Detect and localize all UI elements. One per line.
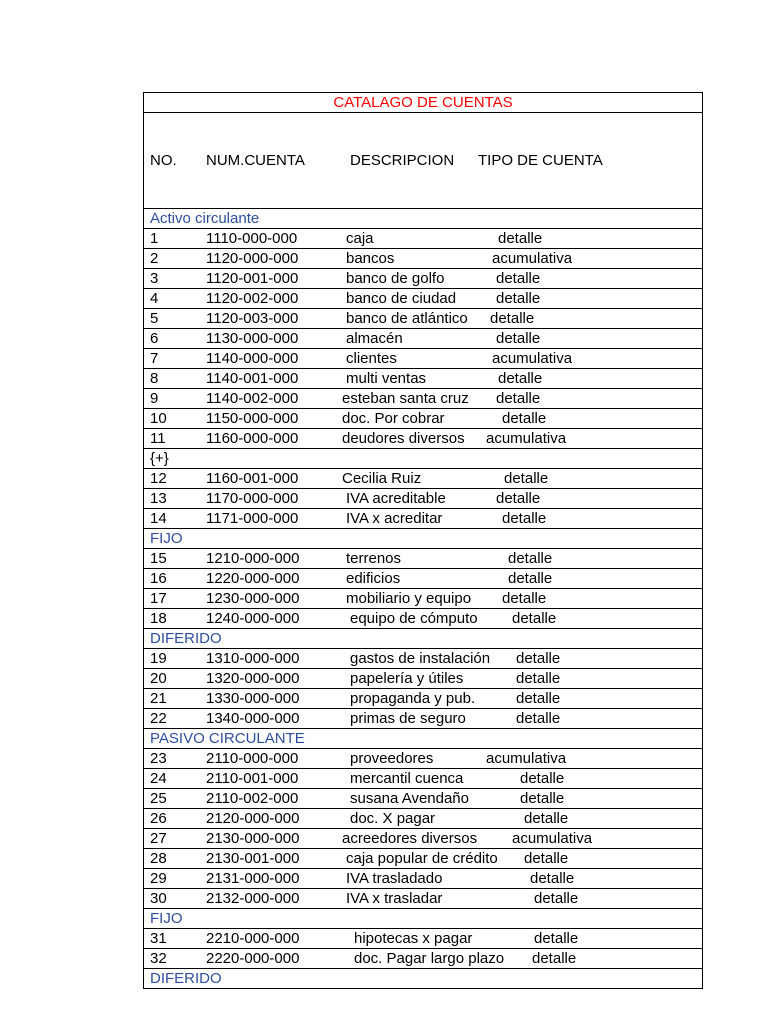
account-code: 1120-001-000 xyxy=(206,270,299,287)
account-type: acumulativa xyxy=(486,750,567,767)
account-row xyxy=(144,869,703,889)
account-code: 1160-000-000 xyxy=(206,430,299,447)
account-cell xyxy=(144,249,703,269)
account-cell xyxy=(144,669,703,689)
account-code: 2130-001-000 xyxy=(206,850,300,867)
account-description: banco de golfo xyxy=(346,270,445,287)
account-cell xyxy=(144,749,703,769)
account-number: 21 xyxy=(150,690,167,707)
account-row xyxy=(144,889,703,909)
account-cell xyxy=(144,349,703,369)
account-code: 1230-000-000 xyxy=(206,590,300,607)
account-number: 30 xyxy=(150,890,167,907)
account-number: 29 xyxy=(150,870,167,887)
account-description: banco de ciudad xyxy=(346,290,457,307)
account-code: 2110-001-000 xyxy=(206,770,299,787)
account-number: 2 xyxy=(150,250,159,267)
section-row xyxy=(144,969,703,989)
account-type: detalle xyxy=(524,850,569,867)
header-tipo-cuenta: TIPO DE CUENTA xyxy=(478,152,603,169)
account-row xyxy=(144,389,703,409)
account-number: 3 xyxy=(150,270,159,287)
account-type: detalle xyxy=(532,950,577,967)
account-description: IVA x acreditar xyxy=(346,510,443,527)
title-row xyxy=(144,93,703,113)
account-cell xyxy=(144,929,703,949)
account-row xyxy=(144,929,703,949)
account-type: detalle xyxy=(508,570,553,587)
account-cell xyxy=(144,509,703,529)
section-label: PASIVO CIRCULANTE xyxy=(144,729,703,749)
account-code: 2220-000-000 xyxy=(206,950,300,967)
section-row xyxy=(144,909,703,929)
account-number: 6 xyxy=(150,330,159,347)
account-type: detalle xyxy=(534,930,579,947)
account-description: papelería y útiles xyxy=(350,670,464,687)
section-row xyxy=(144,529,703,549)
account-number: 18 xyxy=(150,610,167,627)
account-row xyxy=(144,569,703,589)
account-number: 17 xyxy=(150,590,167,607)
account-description: IVA trasladado xyxy=(346,870,443,887)
account-description: susana Avendaño xyxy=(350,790,469,807)
account-description: mobiliario y equipo xyxy=(346,590,472,607)
account-description: doc. Por cobrar xyxy=(342,410,445,427)
account-row xyxy=(144,949,703,969)
section-row xyxy=(144,209,703,229)
account-type: acumulativa xyxy=(492,350,573,367)
account-row xyxy=(144,489,703,509)
account-cell xyxy=(144,429,703,449)
account-code: 1220-000-000 xyxy=(206,570,300,587)
section-label: Activo circulante xyxy=(144,209,703,229)
account-number: 13 xyxy=(150,490,167,507)
account-type: detalle xyxy=(496,270,541,287)
account-row xyxy=(144,609,703,629)
account-number: 12 xyxy=(150,470,167,487)
account-cell xyxy=(144,829,703,849)
account-row xyxy=(144,689,703,709)
account-number: 22 xyxy=(150,710,167,727)
account-cell xyxy=(144,369,703,389)
account-number: 5 xyxy=(150,310,159,327)
account-row xyxy=(144,429,703,449)
account-number: 19 xyxy=(150,650,167,667)
account-cell xyxy=(144,229,703,249)
account-number: 11 xyxy=(150,430,166,447)
account-description: IVA x trasladar xyxy=(346,890,443,907)
account-cell xyxy=(144,609,703,629)
account-row xyxy=(144,649,703,669)
account-description: doc. X pagar xyxy=(350,810,436,827)
account-description: banco de atlántico xyxy=(346,310,468,327)
account-number: 27 xyxy=(150,830,167,847)
account-cell xyxy=(144,889,703,909)
account-type: detalle xyxy=(498,370,543,387)
account-cell xyxy=(144,409,703,429)
account-number: 25 xyxy=(150,790,167,807)
account-cell xyxy=(144,709,703,729)
account-catalog-table xyxy=(143,92,703,989)
account-cell xyxy=(144,269,703,289)
account-type: acumulativa xyxy=(486,430,567,447)
account-code: 1160-001-000 xyxy=(206,470,299,487)
account-cell xyxy=(144,789,703,809)
account-number: 26 xyxy=(150,810,167,827)
account-code: 1120-000-000 xyxy=(206,250,299,267)
account-cell xyxy=(144,469,703,489)
account-row xyxy=(144,409,703,429)
account-cell xyxy=(144,569,703,589)
account-number: 9 xyxy=(150,390,159,407)
account-code: 1210-000-000 xyxy=(206,550,300,567)
account-number: 15 xyxy=(150,550,167,567)
account-row xyxy=(144,229,703,249)
account-cell xyxy=(144,809,703,829)
section-row xyxy=(144,729,703,749)
account-type: detalle xyxy=(524,810,569,827)
account-type: acumulativa xyxy=(512,830,593,847)
account-number: 14 xyxy=(150,510,167,527)
account-cell xyxy=(144,949,703,969)
account-code: 1140-000-000 xyxy=(206,350,299,367)
section-label: FIJO xyxy=(144,909,703,929)
account-number: 1 xyxy=(150,230,159,247)
account-type: detalle xyxy=(520,770,565,787)
account-cell xyxy=(144,589,703,609)
account-code: 1140-002-000 xyxy=(206,390,299,407)
account-description: IVA acreditable xyxy=(346,490,446,507)
account-description: esteban santa cruz xyxy=(342,390,469,407)
account-number: 7 xyxy=(150,350,159,367)
note-row xyxy=(144,449,703,469)
account-code: 1150-000-000 xyxy=(206,410,299,427)
account-cell xyxy=(144,849,703,869)
header-num-cuenta: NUM.CUENTA xyxy=(206,152,305,169)
account-type: detalle xyxy=(516,650,561,667)
account-description: caja popular de crédito xyxy=(346,850,498,867)
account-code: 1330-000-000 xyxy=(206,690,300,707)
account-code: 1240-000-000 xyxy=(206,610,300,627)
account-code: 1340-000-000 xyxy=(206,710,300,727)
account-description: mercantil cuenca xyxy=(350,770,464,787)
account-description: almacén xyxy=(346,330,403,347)
account-cell xyxy=(144,289,703,309)
account-type: detalle xyxy=(502,510,547,527)
account-code: 1120-003-000 xyxy=(206,310,299,327)
account-row xyxy=(144,329,703,349)
account-type: detalle xyxy=(496,490,541,507)
account-description: equipo de cómputo xyxy=(350,610,478,627)
account-number: 31 xyxy=(150,930,167,947)
account-row xyxy=(144,589,703,609)
account-row xyxy=(144,669,703,689)
account-type: detalle xyxy=(502,590,547,607)
account-row xyxy=(144,469,703,489)
account-number: 4 xyxy=(150,290,159,307)
account-code: 2131-000-000 xyxy=(206,870,300,887)
account-code: 1171-000-000 xyxy=(206,510,299,527)
account-type: detalle xyxy=(502,410,547,427)
account-description: propaganda y pub. xyxy=(350,690,476,707)
account-row xyxy=(144,809,703,829)
account-row xyxy=(144,289,703,309)
account-description: proveedores xyxy=(350,750,434,767)
account-type: detalle xyxy=(516,670,561,687)
account-description: terrenos xyxy=(346,550,402,567)
account-description: doc. Pagar largo plazo xyxy=(354,950,505,967)
account-cell xyxy=(144,869,703,889)
account-code: 2210-000-000 xyxy=(206,930,300,947)
account-row xyxy=(144,509,703,529)
account-code: 1110-000-000 xyxy=(206,230,298,247)
account-cell xyxy=(144,309,703,329)
account-cell xyxy=(144,769,703,789)
account-type: detalle xyxy=(496,390,541,407)
account-row xyxy=(144,789,703,809)
section-label: FIJO xyxy=(144,529,703,549)
account-type: detalle xyxy=(516,690,561,707)
account-code: 2132-000-000 xyxy=(206,890,300,907)
account-description: edificios xyxy=(346,570,401,587)
account-cell xyxy=(144,329,703,349)
account-description: multi ventas xyxy=(346,370,427,387)
account-row xyxy=(144,709,703,729)
account-type: detalle xyxy=(520,790,565,807)
header-no: NO. xyxy=(150,152,177,169)
account-type: detalle xyxy=(512,610,557,627)
account-number: 8 xyxy=(150,370,159,387)
account-code: 1120-002-000 xyxy=(206,290,299,307)
header-row xyxy=(144,113,703,209)
account-description: hipotecas x pagar xyxy=(354,930,473,947)
account-row xyxy=(144,349,703,369)
account-type: detalle xyxy=(498,230,543,247)
account-code: 2120-000-000 xyxy=(206,810,300,827)
account-cell xyxy=(144,689,703,709)
account-type: detalle xyxy=(490,310,535,327)
account-row xyxy=(144,749,703,769)
account-description: bancos xyxy=(346,250,395,267)
account-number: 16 xyxy=(150,570,167,587)
account-row xyxy=(144,309,703,329)
account-number: 32 xyxy=(150,950,167,967)
section-label: DIFERIDO xyxy=(144,629,703,649)
account-cell xyxy=(144,489,703,509)
note-label: {+} xyxy=(144,449,703,469)
account-code: 1310-000-000 xyxy=(206,650,300,667)
account-row xyxy=(144,269,703,289)
account-row xyxy=(144,829,703,849)
account-description: caja xyxy=(346,230,374,247)
account-type: detalle xyxy=(504,470,549,487)
header-descripcion: DESCRIPCION xyxy=(350,152,455,169)
account-row xyxy=(144,769,703,789)
account-description: primas de seguro xyxy=(350,710,466,727)
section-label: DIFERIDO xyxy=(144,969,703,989)
account-code: 2110-002-000 xyxy=(206,790,299,807)
account-number: 23 xyxy=(150,750,167,767)
account-cell xyxy=(144,649,703,669)
account-number: 20 xyxy=(150,670,167,687)
account-description: acreedores diversos xyxy=(342,830,478,847)
account-cell xyxy=(144,389,703,409)
account-description: deudores diversos xyxy=(342,430,465,447)
account-row xyxy=(144,249,703,269)
account-type: detalle xyxy=(508,550,553,567)
account-type: detalle xyxy=(530,870,575,887)
account-type: detalle xyxy=(534,890,579,907)
account-type: detalle xyxy=(516,710,561,727)
catalog-title: CATALAGO DE CUENTAS xyxy=(144,93,703,113)
account-type: detalle xyxy=(496,290,541,307)
account-number: 10 xyxy=(150,410,167,427)
account-row xyxy=(144,549,703,569)
account-code: 2110-000-000 xyxy=(206,750,299,767)
account-cell xyxy=(144,549,703,569)
account-row xyxy=(144,849,703,869)
section-row xyxy=(144,629,703,649)
account-description: clientes xyxy=(346,350,397,367)
account-description: Cecilia Ruiz xyxy=(342,470,422,487)
account-type: detalle xyxy=(496,330,541,347)
account-code: 1170-000-000 xyxy=(206,490,299,507)
account-code: 1140-001-000 xyxy=(206,370,299,387)
account-type: acumulativa xyxy=(492,250,573,267)
header-cell xyxy=(144,113,703,209)
account-code: 2130-000-000 xyxy=(206,830,300,847)
account-code: 1130-000-000 xyxy=(206,330,299,347)
account-number: 28 xyxy=(150,850,167,867)
account-number: 24 xyxy=(150,770,167,787)
account-code: 1320-000-000 xyxy=(206,670,300,687)
account-description: gastos de instalación xyxy=(350,650,491,667)
account-row xyxy=(144,369,703,389)
